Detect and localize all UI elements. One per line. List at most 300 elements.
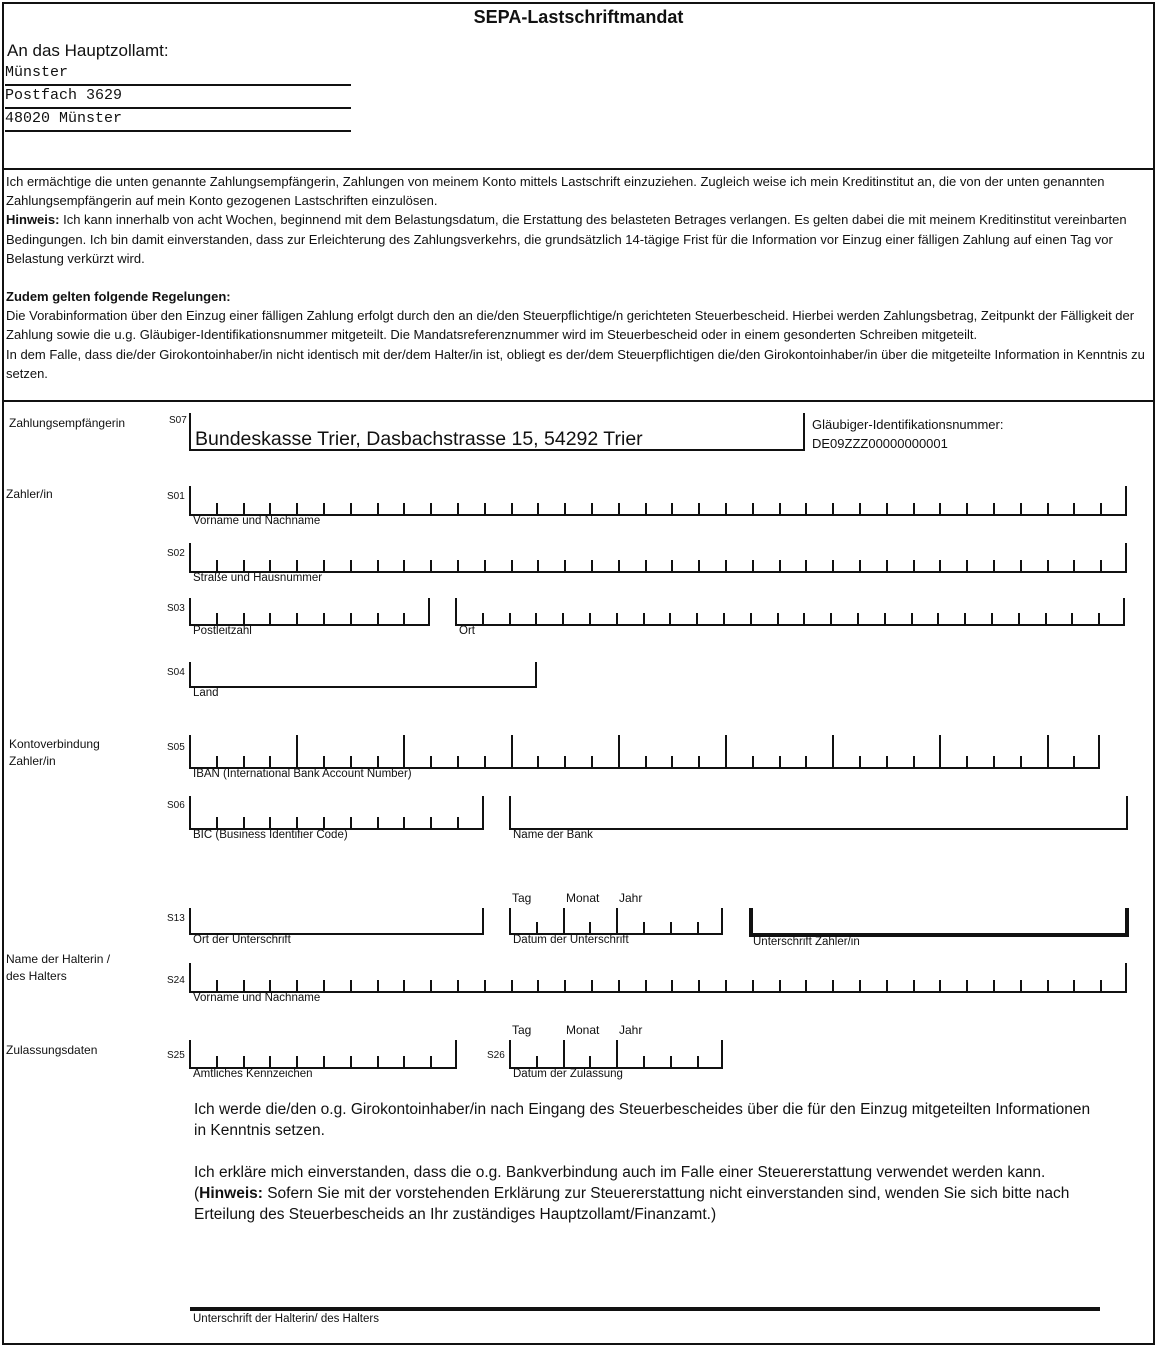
cell-divider-tick xyxy=(591,980,593,991)
cell-divider-tick xyxy=(511,980,513,991)
address-line-1[interactable]: Münster xyxy=(5,63,351,86)
cell-divider-tick xyxy=(645,756,647,767)
cell-divider-tick xyxy=(457,560,459,571)
cell-divider-tick xyxy=(535,613,537,624)
cell-divider-tick xyxy=(537,503,539,514)
field-code-s13: S13 xyxy=(167,913,185,924)
cell-divider-tick xyxy=(350,756,352,767)
cell-divider-tick xyxy=(350,1056,352,1067)
cell-divider-tick xyxy=(269,817,271,828)
date-part-label-year: Jahr xyxy=(619,891,643,905)
cell-divider-tick xyxy=(323,613,325,624)
cell-divider-tick xyxy=(805,503,807,514)
cell-divider-tick xyxy=(482,613,484,624)
cell-divider-tick xyxy=(1073,560,1075,571)
cell-divider-tick xyxy=(403,735,405,767)
cell-divider-tick xyxy=(913,560,915,571)
field-label: Datum der Unterschrift xyxy=(513,934,629,946)
cell-divider-tick xyxy=(296,1056,298,1067)
cell-divider-tick xyxy=(430,1056,432,1067)
cell-divider-tick xyxy=(509,613,511,624)
cell-divider-tick xyxy=(725,735,727,767)
cell-divider-tick xyxy=(430,503,432,514)
field-border-tick xyxy=(189,735,191,767)
cell-divider-tick xyxy=(832,735,834,767)
cell-divider-tick xyxy=(511,560,513,571)
creditor-id-label: Gläubiger-Identifikationsnummer: xyxy=(812,417,1004,432)
field-border-tick xyxy=(509,796,511,828)
field-border-tick xyxy=(482,908,484,933)
cell-divider-tick xyxy=(564,980,566,991)
cell-divider-tick xyxy=(884,613,886,624)
cell-divider-tick xyxy=(698,980,700,991)
field-code-s07: S07 xyxy=(169,415,187,426)
cell-divider-tick xyxy=(805,756,807,767)
cell-divider-tick xyxy=(216,560,218,571)
cell-divider-tick xyxy=(1073,503,1075,514)
cell-divider-tick xyxy=(430,756,432,767)
cell-divider-tick xyxy=(1071,613,1073,624)
cell-divider-tick xyxy=(779,560,781,571)
section-label-account: Kontoverbindung Zahler/in xyxy=(9,737,100,768)
cell-divider-tick xyxy=(216,980,218,991)
field-border-tick xyxy=(189,486,191,514)
section-label-holder: Name der Halterin / des Halters xyxy=(6,952,111,983)
field-s04[interactable] xyxy=(189,662,537,688)
cell-divider-tick xyxy=(911,613,913,624)
cell-divider-tick xyxy=(1073,756,1075,767)
cell-divider-tick xyxy=(536,1056,538,1067)
cell-divider-tick xyxy=(243,980,245,991)
cell-divider-tick xyxy=(484,980,486,991)
mandate-paragraph: Ich ermächtige die unten genannte Zahlungsempfängerin, Zahlungen von meinem Konto mittels Lastschrift einzuziehen. Zugleich weise ich mein Kreditinstitut an, die von der unten genannten Zahlungsempfängerin auf mein Konto gezogenen Lastschriften einzulösen. xyxy=(6,174,1105,209)
field-s05[interactable] xyxy=(189,735,1100,769)
field-border-tick xyxy=(721,908,723,933)
cell-divider-tick xyxy=(670,922,672,933)
closing-text xyxy=(194,1099,1094,1246)
field-code-s03: S03 xyxy=(167,603,185,614)
field-code-s26: S26 xyxy=(487,1050,505,1061)
cell-divider-tick xyxy=(886,980,888,991)
hint-text: Ich kann innerhalb von acht Wochen, beginnend mit dem Belastungsdatum, die Erstattung des belasteten Betrages verlangen. Es gelten dabei die mit meinem Kreditinstitut vereinbarten Bedingungen. Ich bin damit einverstanden, dass zur Erleichterung des Zahlungsverkehrs, die grundsätzlich 14-tägige Frist für die Information vor Einzug einer fälligen Zahlung auf einen Tag vor Belastung verkürzt wird. xyxy=(6,212,1127,266)
field-s13-signature[interactable] xyxy=(749,908,1129,937)
cell-divider-tick xyxy=(537,560,539,571)
field-s02[interactable] xyxy=(189,543,1127,573)
cell-divider-tick xyxy=(563,908,565,933)
cell-divider-tick xyxy=(671,560,673,571)
divider xyxy=(2,400,1155,402)
cell-divider-tick xyxy=(671,503,673,514)
field-border-tick xyxy=(721,1040,723,1067)
field-border-tick xyxy=(189,598,191,624)
cell-divider-tick xyxy=(430,817,432,828)
cell-divider-tick xyxy=(484,560,486,571)
cell-divider-tick xyxy=(1098,613,1100,624)
cell-divider-tick xyxy=(1020,560,1022,571)
field-border-tick xyxy=(1125,908,1129,933)
cell-divider-tick xyxy=(243,817,245,828)
cell-divider-tick xyxy=(511,503,513,514)
cell-divider-tick xyxy=(564,560,566,571)
closing-paragraph-2: Ich erkläre mich einverstanden, dass die o.g. Bankverbindung auch im Falle einer Steuererstattung verwendet werden kann. (Hinweis: Sofern Sie mit der vorstehenden Erklärung zur Steuererstattung nicht einverstanden sind, wenden Sie sich bitte nach Erteilung des Steuerbescheids an Ihr zuständiges Hauptzollamt/Finanzamt.) xyxy=(194,1164,1070,1223)
field-border-tick xyxy=(455,1040,457,1067)
cell-divider-tick xyxy=(591,503,593,514)
field-s13-date[interactable] xyxy=(509,908,723,935)
cell-divider-tick xyxy=(269,560,271,571)
field-border-tick xyxy=(189,908,191,933)
cell-divider-tick xyxy=(779,756,781,767)
field-border-tick xyxy=(1098,735,1100,767)
cell-divider-tick xyxy=(591,560,593,571)
cell-divider-tick xyxy=(618,560,620,571)
field-border-tick xyxy=(189,1040,191,1067)
cell-divider-tick xyxy=(350,817,352,828)
field-border-tick xyxy=(189,963,191,991)
cell-divider-tick xyxy=(697,1056,699,1067)
cell-divider-tick xyxy=(1100,980,1102,991)
field-border-tick xyxy=(749,908,753,933)
section-label-registration: Zulassungsdaten xyxy=(6,1043,98,1057)
cell-divider-tick xyxy=(939,980,941,991)
cell-divider-tick xyxy=(671,756,673,767)
field-label: Postleitzahl xyxy=(193,625,252,637)
cell-divider-tick xyxy=(377,613,379,624)
cell-divider-tick xyxy=(1018,613,1020,624)
cell-divider-tick xyxy=(537,980,539,991)
cell-divider-tick xyxy=(752,560,754,571)
cell-divider-tick xyxy=(913,980,915,991)
cell-divider-tick xyxy=(832,980,834,991)
field-label: Land xyxy=(193,687,219,699)
cell-divider-tick xyxy=(323,1056,325,1067)
cell-divider-tick xyxy=(618,503,620,514)
cell-divider-tick xyxy=(243,613,245,624)
cell-divider-tick xyxy=(645,503,647,514)
cell-divider-tick xyxy=(886,756,888,767)
cell-divider-tick xyxy=(589,613,591,624)
cell-divider-tick xyxy=(350,503,352,514)
cell-divider-tick xyxy=(645,980,647,991)
creditor-id-block xyxy=(812,415,1003,453)
cell-divider-tick xyxy=(564,756,566,767)
cell-divider-tick xyxy=(243,756,245,767)
cell-divider-tick xyxy=(697,922,699,933)
cell-divider-tick xyxy=(430,980,432,991)
cell-divider-tick xyxy=(243,560,245,571)
cell-divider-tick xyxy=(1047,980,1049,991)
field-border-tick xyxy=(509,908,511,933)
cell-divider-tick xyxy=(993,503,995,514)
cell-divider-tick xyxy=(803,613,805,624)
field-label: Datum der Zulassung xyxy=(513,1068,623,1080)
cell-divider-tick xyxy=(966,560,968,571)
field-s26[interactable] xyxy=(509,1040,723,1069)
field-border-tick xyxy=(189,543,191,571)
cell-divider-tick xyxy=(805,980,807,991)
cell-divider-tick xyxy=(350,980,352,991)
cell-divider-tick xyxy=(457,817,459,828)
payee-value: Bundeskasse Trier, Dasbachstrasse 15, 54292 Trier xyxy=(195,428,643,450)
cell-divider-tick xyxy=(616,613,618,624)
date-part-label-day: Tag xyxy=(512,1023,532,1037)
cell-divider-tick xyxy=(698,503,700,514)
hint-label: Hinweis: xyxy=(6,212,60,228)
field-border-tick xyxy=(482,796,484,828)
cell-divider-tick xyxy=(777,613,779,624)
cell-divider-tick xyxy=(939,735,941,767)
cell-divider-tick xyxy=(696,613,698,624)
field-border-tick xyxy=(189,662,191,686)
cell-divider-tick xyxy=(403,560,405,571)
cell-divider-tick xyxy=(457,503,459,514)
cell-divider-tick xyxy=(216,756,218,767)
cell-divider-tick xyxy=(484,503,486,514)
cell-divider-tick xyxy=(1100,560,1102,571)
date-part-label-year: Jahr xyxy=(619,1023,643,1037)
field-s13-place[interactable] xyxy=(189,908,484,935)
cell-divider-tick xyxy=(993,980,995,991)
field-label: Vorname und Nachname xyxy=(193,515,321,527)
cell-divider-tick xyxy=(913,756,915,767)
rules-paragraph-1: Die Vorabinformation über den Einzug einer fälligen Zahlung erfolgt durch den an die/den Steuerpflichtige/n gerichteten Steuerbescheid. Hierbei werden Zahlungsbetrag, Zeitpunkt der Fälligkeit der Zahlung sowie die u.g. Gläubiger-Identifikationsnummer mitgeteilt. Die Mandatsreferenznummer wird im Steuerbescheid oder in einem gesonderten Schreiben mitgeteilt. xyxy=(6,308,1135,343)
field-label: Ort der Unterschrift xyxy=(193,934,291,946)
cell-divider-tick xyxy=(216,1056,218,1067)
divider xyxy=(2,168,1155,170)
cell-divider-tick xyxy=(752,980,754,991)
cell-divider-tick xyxy=(296,735,298,767)
cell-divider-tick xyxy=(403,980,405,991)
cell-divider-tick xyxy=(1020,756,1022,767)
field-border-tick xyxy=(1125,963,1127,991)
cell-divider-tick xyxy=(1073,980,1075,991)
field-label: Vorname und Nachname xyxy=(193,992,321,1004)
cell-divider-tick xyxy=(350,613,352,624)
cell-divider-tick xyxy=(725,503,727,514)
cell-divider-tick xyxy=(216,503,218,514)
cell-divider-tick xyxy=(1020,503,1022,514)
cell-divider-tick xyxy=(939,503,941,514)
closing-hint-label: Hinweis: xyxy=(199,1185,263,1202)
field-s24[interactable] xyxy=(189,963,1127,993)
cell-divider-tick xyxy=(377,756,379,767)
form-title: SEPA-Lastschriftmandat xyxy=(473,7,684,27)
cell-divider-tick xyxy=(886,560,888,571)
field-code-s25: S25 xyxy=(167,1050,185,1061)
rules-paragraph-2: In dem Falle, dass die/der Girokontoinhaber/in nicht identisch mit der/dem Halter/in ist, obliegt es der/dem Steuerpflichtigen die/den Girokontoinhaber/in über die mitgeteilte Information in Kenntnis zu setzen. xyxy=(6,346,1145,381)
cell-divider-tick xyxy=(323,756,325,767)
cell-divider-tick xyxy=(323,817,325,828)
cell-divider-tick xyxy=(670,1056,672,1067)
field-border-tick xyxy=(428,598,430,624)
field-border-tick xyxy=(535,662,537,686)
field-label: Ort xyxy=(459,625,475,637)
cell-divider-tick xyxy=(216,613,218,624)
cell-divider-tick xyxy=(698,756,700,767)
cell-divider-tick xyxy=(296,613,298,624)
cell-divider-tick xyxy=(913,503,915,514)
cell-divider-tick xyxy=(725,560,727,571)
field-code-s04: S04 xyxy=(167,667,185,678)
cell-divider-tick xyxy=(269,1056,271,1067)
cell-divider-tick xyxy=(966,503,968,514)
cell-divider-tick xyxy=(1100,503,1102,514)
closing-paragraph-1: Ich werde die/den o.g. Girokontoinhaber/in nach Eingang des Steuerbescheides über die für den Einzug mitgeteilten Informationen in Kenntnis setzen. xyxy=(194,1101,1091,1139)
cell-divider-tick xyxy=(993,756,995,767)
cell-divider-tick xyxy=(269,756,271,767)
cell-divider-tick xyxy=(269,503,271,514)
cell-divider-tick xyxy=(216,817,218,828)
cell-divider-tick xyxy=(537,756,539,767)
cell-divider-tick xyxy=(991,613,993,624)
cell-divider-tick xyxy=(296,503,298,514)
field-code-s06: S06 xyxy=(167,800,185,811)
cell-divider-tick xyxy=(403,613,405,624)
field-border-tick xyxy=(455,598,457,624)
mandate-text xyxy=(6,172,1146,383)
cell-divider-tick xyxy=(750,613,752,624)
cell-divider-tick xyxy=(966,756,968,767)
cell-divider-tick xyxy=(377,980,379,991)
cell-divider-tick xyxy=(859,980,861,991)
rules-heading: Zudem gelten folgende Regelungen: xyxy=(6,289,231,305)
cell-divider-tick xyxy=(323,980,325,991)
cell-divider-tick xyxy=(1047,560,1049,571)
hint-paragraph xyxy=(6,210,1146,268)
date-part-label-month: Monat xyxy=(566,891,600,905)
cell-divider-tick xyxy=(296,817,298,828)
section-label-payee: Zahlungsempfängerin xyxy=(9,416,126,430)
cell-divider-tick xyxy=(752,503,754,514)
cell-divider-tick xyxy=(645,560,647,571)
field-border-tick xyxy=(1123,598,1125,624)
address-line-3[interactable]: 48020 Münster xyxy=(5,109,351,132)
cell-divider-tick xyxy=(671,980,673,991)
cell-divider-tick xyxy=(296,560,298,571)
cell-divider-tick xyxy=(859,756,861,767)
field-label: Unterschrift Zahler/in xyxy=(753,936,860,948)
cell-divider-tick xyxy=(589,1056,591,1067)
creditor-id-value: DE09ZZZ00000000001 xyxy=(812,436,948,451)
date-part-label-month: Monat xyxy=(566,1023,600,1037)
cell-divider-tick xyxy=(643,613,645,624)
field-border-tick xyxy=(1125,486,1127,514)
field-s03-zip[interactable] xyxy=(189,598,430,626)
field-s01[interactable] xyxy=(189,486,1127,516)
field-code-s24: S24 xyxy=(167,975,185,986)
field-label: IBAN (International Bank Account Number) xyxy=(193,768,412,780)
cell-divider-tick xyxy=(377,503,379,514)
cell-divider-tick xyxy=(1020,980,1022,991)
cell-divider-tick xyxy=(859,560,861,571)
cell-divider-tick xyxy=(966,980,968,991)
cell-divider-tick xyxy=(725,980,727,991)
cell-divider-tick xyxy=(484,756,486,767)
cell-divider-tick xyxy=(350,560,352,571)
cell-divider-tick xyxy=(377,817,379,828)
field-s03-city[interactable] xyxy=(455,598,1125,626)
cell-divider-tick xyxy=(618,735,620,767)
cell-divider-tick xyxy=(564,503,566,514)
field-border-tick xyxy=(509,1040,511,1067)
cell-divider-tick xyxy=(403,817,405,828)
cell-divider-tick xyxy=(618,980,620,991)
cell-divider-tick xyxy=(830,613,832,624)
holder-signature-line[interactable] xyxy=(190,1307,1100,1311)
cell-divider-tick xyxy=(937,613,939,624)
cell-divider-tick xyxy=(269,613,271,624)
cell-divider-tick xyxy=(964,613,966,624)
field-code-s02: S02 xyxy=(167,548,185,559)
cell-divider-tick xyxy=(243,1056,245,1067)
cell-divider-tick xyxy=(779,503,781,514)
cell-divider-tick xyxy=(323,503,325,514)
cell-divider-tick xyxy=(591,756,593,767)
field-s06-bic[interactable] xyxy=(189,796,484,830)
cell-divider-tick xyxy=(939,560,941,571)
cell-divider-tick xyxy=(457,756,459,767)
cell-divider-tick xyxy=(669,613,671,624)
cell-divider-tick xyxy=(616,1040,618,1067)
field-s06-bank[interactable] xyxy=(509,796,1128,830)
date-part-label-day: Tag xyxy=(512,891,532,905)
cell-divider-tick xyxy=(779,980,781,991)
cell-divider-tick xyxy=(511,735,513,767)
cell-divider-tick xyxy=(377,560,379,571)
field-border-tick xyxy=(1126,796,1128,828)
cell-divider-tick xyxy=(723,613,725,624)
cell-divider-tick xyxy=(377,1056,379,1067)
cell-divider-tick xyxy=(698,560,700,571)
cell-divider-tick xyxy=(886,503,888,514)
cell-divider-tick xyxy=(403,503,405,514)
cell-divider-tick xyxy=(805,560,807,571)
field-label: Amtliches Kennzeichen xyxy=(193,1068,313,1080)
cell-divider-tick xyxy=(457,980,459,991)
address-line-2[interactable]: Postfach 3629 xyxy=(5,86,351,109)
holder-signature-label: Unterschrift der Halterin/ des Halters xyxy=(193,1313,379,1325)
field-label: Name der Bank xyxy=(513,829,593,841)
section-label-payer: Zahler/in xyxy=(6,487,53,501)
cell-divider-tick xyxy=(859,503,861,514)
cell-divider-tick xyxy=(643,922,645,933)
cell-divider-tick xyxy=(1045,613,1047,624)
cell-divider-tick xyxy=(1047,503,1049,514)
cell-divider-tick xyxy=(857,613,859,624)
cell-divider-tick xyxy=(589,922,591,933)
field-code-s01: S01 xyxy=(167,491,185,502)
recipient-office-label: An das Hauptzollamt: xyxy=(7,41,169,60)
field-label: BIC (Business Identifier Code) xyxy=(193,829,348,841)
field-s25[interactable] xyxy=(189,1040,457,1069)
cell-divider-tick xyxy=(643,1056,645,1067)
cell-divider-tick xyxy=(752,756,754,767)
cell-divider-tick xyxy=(562,613,564,624)
cell-divider-tick xyxy=(323,560,325,571)
cell-divider-tick xyxy=(430,560,432,571)
cell-divider-tick xyxy=(536,922,538,933)
cell-divider-tick xyxy=(403,1056,405,1067)
cell-divider-tick xyxy=(296,980,298,991)
field-label: Straße und Hausnummer xyxy=(193,572,323,584)
field-border-tick xyxy=(189,796,191,828)
cell-divider-tick xyxy=(832,560,834,571)
field-border-tick xyxy=(1125,543,1127,571)
cell-divider-tick xyxy=(563,1040,565,1067)
cell-divider-tick xyxy=(269,980,271,991)
cell-divider-tick xyxy=(243,503,245,514)
cell-divider-tick xyxy=(1047,735,1049,767)
cell-divider-tick xyxy=(616,908,618,933)
